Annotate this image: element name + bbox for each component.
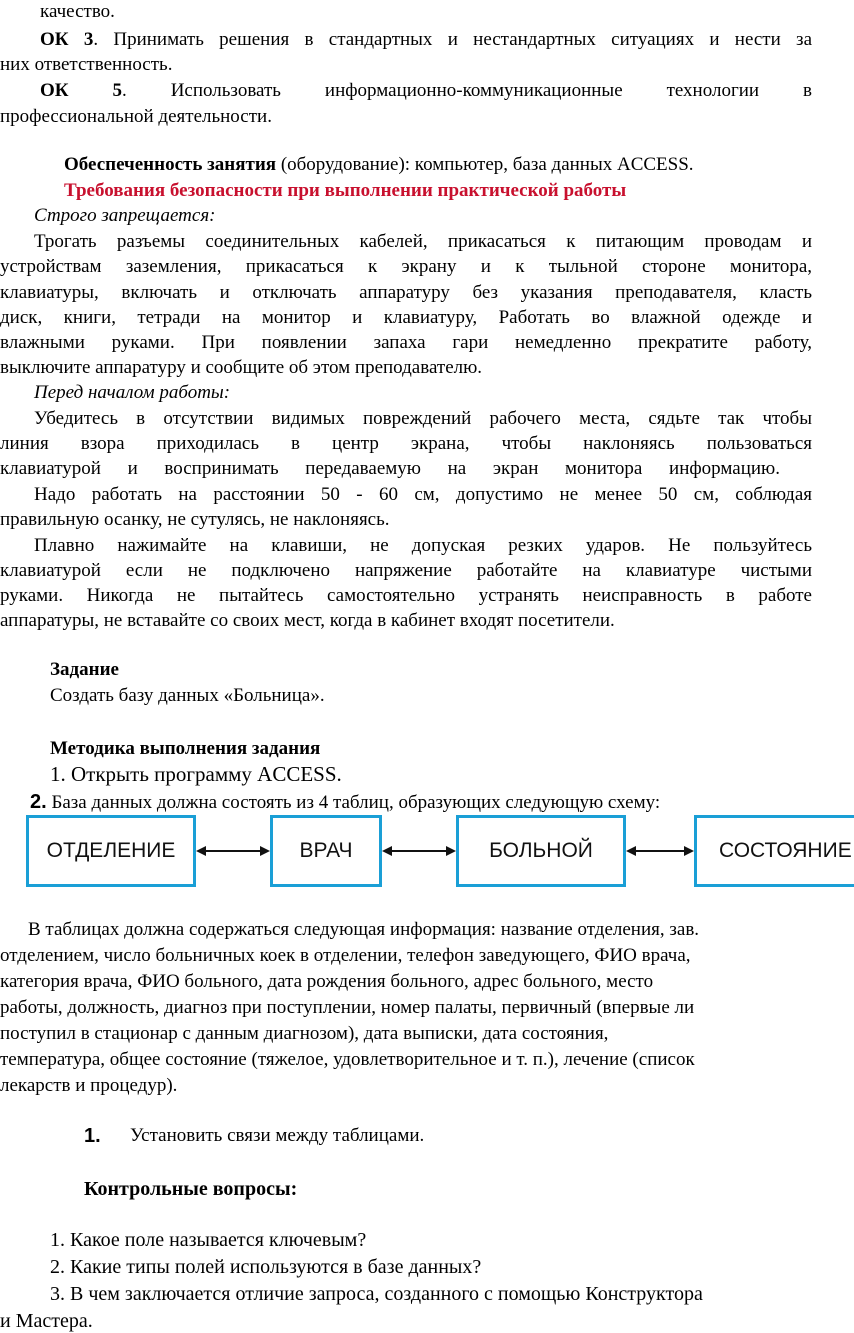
ok5-line-2: профессиональной деятельности.	[0, 106, 272, 127]
info-line: категория врача, ФИО больного, дата рождения больного, адрес больного, место	[0, 971, 654, 992]
ok3-line	[0, 28, 812, 52]
forbidden-label: Строго запрещается:	[34, 205, 216, 226]
info-line: В таблицах должна содержаться следующая информация: название отделения, зав.	[28, 919, 700, 940]
before-line: линия взора приходилась в центр экрана, чтобы наклоняясь пользоваться	[0, 433, 812, 454]
info-line: работы, должность, диагноз при поступлении, номер палаты, первичный (впервые ли	[0, 997, 695, 1018]
method-step-1: 1. Открыть программу ACCESS.	[50, 762, 342, 786]
before-label: Перед началом работы:	[34, 382, 231, 403]
diagram-box-state: СОСТОЯНИЕ	[694, 815, 854, 887]
task-title: Задание	[50, 659, 119, 680]
info-line: температура, общее состояние (тяжелое, удовлетворительное и т. п.), лечение (список	[0, 1049, 695, 1070]
equipment-label: Обеспеченность занятия	[64, 154, 277, 175]
forbidden-line: клавиатуры, включать и отключать аппаратуру без указания преподавателя, класть	[0, 282, 812, 303]
before-line: Плавно нажимайте на клавиши, не допуская резких ударов. Не пользуйтесь	[34, 535, 812, 556]
forbidden-line: влажными руками. При появлении запаха гари немедленно прекратите работу,	[0, 332, 812, 353]
method-title: Методика выполнения задания	[50, 738, 321, 759]
safety-title: Требования безопасности при выполнении практической работы	[64, 180, 627, 201]
ok5-label: ОК 5	[40, 80, 123, 101]
forbidden-line: Трогать разъемы соединительных кабелей, прикасаться к питающим проводам и	[34, 231, 812, 252]
intro-line: качество.	[40, 1, 115, 22]
ok5-text: . Использовать информационно-коммуникационные технологии в	[122, 80, 812, 101]
ok5-line	[0, 79, 812, 103]
forbidden-line: устройствам заземления, прикасаться к экрану и к тыльной стороне монитора,	[0, 256, 812, 277]
links-text: Установить связи между таблицами.	[130, 1125, 425, 1146]
before-line: руками. Никогда не пытайтесь самостоятельно устранять неисправность в работе	[0, 585, 812, 606]
question-item: и Мастера.	[0, 1310, 93, 1332]
info-line: лекарств и процедур).	[0, 1075, 178, 1096]
before-line: аппаратуры, не вставайте со своих мест, когда в кабинет входят посетители.	[0, 610, 615, 631]
equipment-line	[64, 153, 694, 177]
double-arrow-icon	[196, 843, 270, 859]
step-2-number: 2.	[30, 791, 47, 813]
info-line: отделением, число больничных коек в отделении, телефон заведующего, ФИО врача,	[0, 945, 691, 966]
question-item: 1. Какое поле называется ключевым?	[50, 1229, 367, 1251]
info-line: поступил в стационар с данным диагнозом), дата выписки, дата состояния,	[0, 1023, 609, 1044]
forbidden-line: выключите аппаратуру и сообщите об этом преподавателю.	[0, 357, 483, 378]
diagram-box-patient: БОЛЬНОЙ	[456, 815, 626, 887]
question-item: 3. В чем заключается отличие запроса, созданного с помощью Конструктора	[50, 1283, 703, 1305]
equipment-text: (оборудование): компьютер, база данных ACCESS.	[276, 154, 694, 175]
method-step-2	[30, 790, 660, 815]
step-2-text: База данных должна состоять из 4 таблиц, образующих следующую схему:	[46, 792, 661, 813]
ok3-text: . Принимать решения в стандартных и нестандартных ситуациях и нести за	[93, 29, 812, 50]
before-line: клавиатурой если не подключено напряжение работайте на клавиатуре чистыми	[0, 560, 812, 581]
ok3-line-2: них ответственность.	[0, 54, 173, 75]
double-arrow-icon	[382, 843, 456, 859]
diagram-box-doctor: ВРАЧ	[270, 815, 382, 887]
links-number: 1.	[84, 1125, 101, 1147]
question-item: 2. Какие типы полей используются в базе данных?	[50, 1256, 482, 1278]
before-line: правильную осанку, не сутулясь, не наклоняясь.	[0, 509, 390, 530]
before-line: клавиатурой и воспринимать передаваемую на экран монитора информацию.	[0, 458, 780, 479]
task-text: Создать базу данных «Больница».	[50, 685, 325, 706]
forbidden-line: диск, книги, тетради на монитор и клавиатуру, Работать во влажной одежде и	[0, 307, 812, 328]
questions-title: Контрольные вопросы:	[84, 1178, 298, 1200]
before-line: Надо работать на расстоянии 50 - 60 см, допустимо не менее 50 см, соблюдая	[34, 484, 812, 505]
before-line: Убедитесь в отсутствии видимых повреждений рабочего места, сядьте так чтобы	[34, 408, 812, 429]
diagram-box-department: ОТДЕЛЕНИЕ	[26, 815, 196, 887]
ok3-label: ОК 3	[40, 29, 94, 50]
double-arrow-icon	[626, 843, 694, 859]
